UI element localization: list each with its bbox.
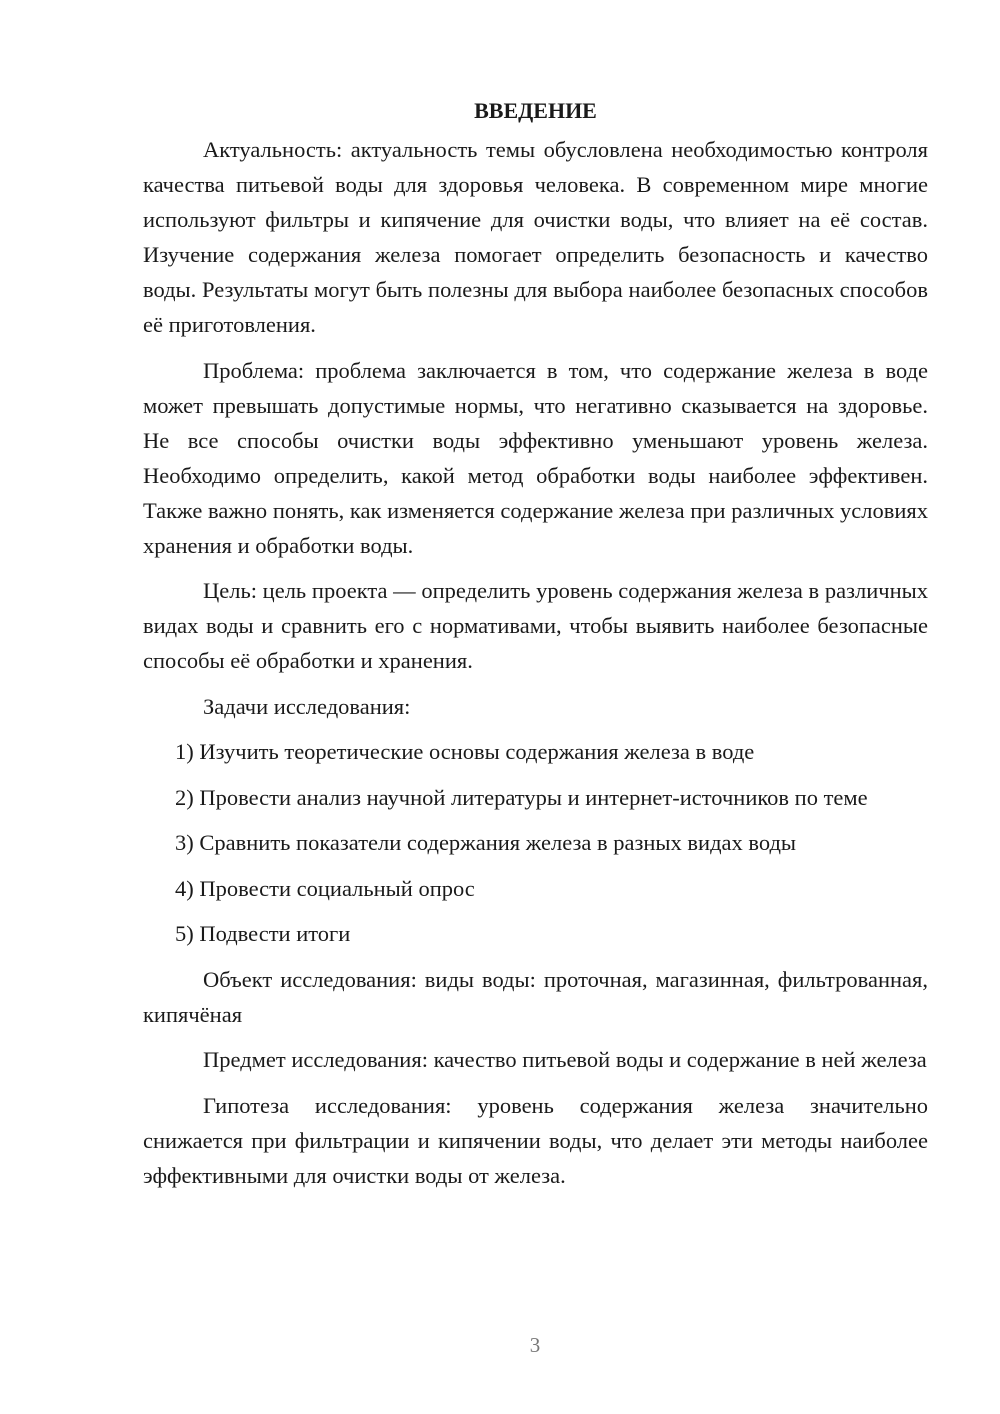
task-item: 5) Подвести итоги — [175, 921, 351, 946]
paragraph-problem: Проблема: проблема заключается в том, что содержание железа в воде может превышать допустимые нормы, что негативно сказывается на здоровье. Не все способы очистки воды эффективно уменьшают уровень железа. Необходимо определить, какой метод обработки воды наиболее эффективен. Также важно понять, как изменяется содержание железа при различных условиях хранения и обработки воды. — [143, 357, 928, 558]
task-item: 1) Изучить теоретические основы содержания железа в воде — [175, 739, 755, 764]
task-item: 4) Провести социальный опрос — [175, 875, 475, 901]
page-number: 3 — [529, 1333, 541, 1357]
paragraph-subject: Предмет исследования: качество питьевой воды и содержание в ней железа — [203, 1047, 927, 1072]
paragraph-relevance: Актуальность: актуальность темы обусловлена необходимостью контроля качества питьевой воды для здоровья человека. В современном мире многие используют фильтры и кипячение для очистки воды, что влияет на её состав. Изучение содержания железа помогает определить безопасность и качество воды. Результаты могут быть полезны для выбора наиболее безопасных способов её приготовления. — [143, 137, 928, 337]
task-item: 2) Провести анализ научной литературы и интернет-источников по теме — [175, 784, 868, 810]
paragraph-goal: Цель: цель проекта — определить уровень содержания железа в различных видах воды и сравнить его с нормативами, чтобы выявить наиболее безопасные способы её обработки и хранения. — [143, 578, 928, 673]
task-item: 3) Сравнить показатели содержания железа в разных видах воды — [175, 830, 797, 855]
paragraph-object: Объект исследования: виды воды: проточная, магазинная, фильтрованная, кипячёная — [143, 966, 928, 1027]
document-page — [143, 93, 928, 1203]
section-title: ВВЕДЕНИЕ — [474, 98, 597, 123]
tasks-heading: Задачи исследования: — [203, 693, 411, 719]
paragraph-hypothesis: Гипотеза исследования: уровень содержания железа значительно снижается при фильтрации и кипячении воды, что делает эти методы наиболее эффективными для очистки воды от железа. — [143, 1092, 928, 1188]
